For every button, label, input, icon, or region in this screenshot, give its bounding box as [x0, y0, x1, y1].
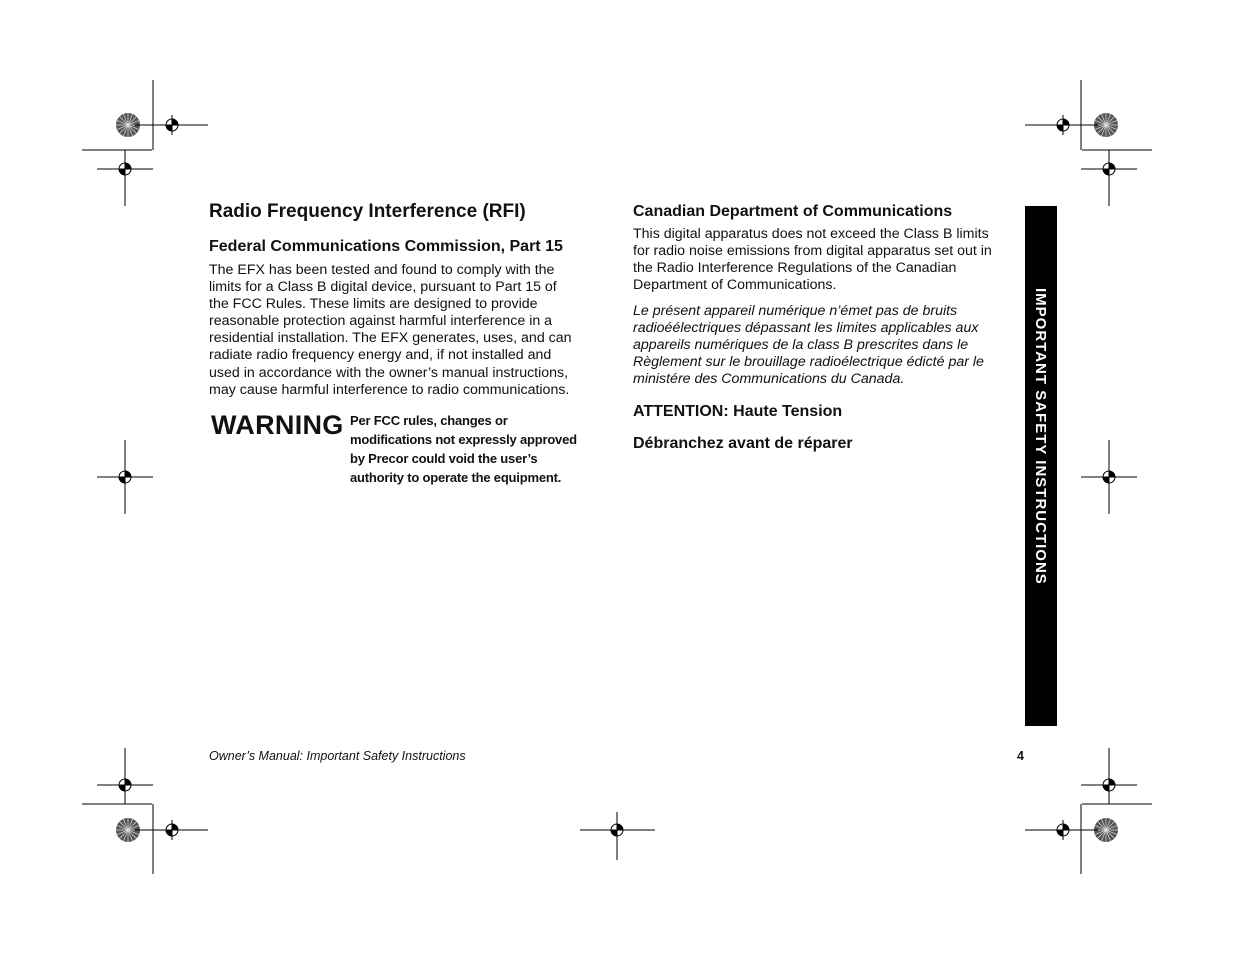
warning-line: modifications not expressly approved — [350, 432, 577, 447]
french-line: Le présent appareil numérique n’émet pas de bruits — [633, 303, 958, 319]
french-line: appareils numériques de la class B prescrites dans le — [633, 337, 969, 354]
french-line: radioéélectriques dépassant les limites applicables aux — [633, 320, 979, 337]
warning-line: authority to operate the equipment. — [350, 470, 562, 485]
side-tab — [1025, 206, 1057, 726]
canada-paragraph — [633, 226, 1018, 294]
debranchez-heading: Débranchez avant de réparer — [633, 435, 853, 452]
canada-line: the Radio Interference Regulations of the Canadian — [633, 260, 957, 277]
fcc-line: The EFX has been tested and found to comply with the — [209, 262, 555, 278]
fcc-line: reasonable protection against harmful interference in a — [209, 313, 553, 330]
canada-line: for radio noise emissions from digital apparatus set out in — [633, 243, 992, 260]
page-number: 4 — [1017, 749, 1024, 763]
fcc-heading: Federal Communications Commission, Part 15 — [209, 238, 563, 255]
warning-line: Per FCC rules, changes or — [350, 413, 508, 428]
fcc-line: the FCC Rules. These limits are designed to provide — [209, 296, 538, 313]
french-line: ministére des Communications du Canada. — [633, 371, 905, 388]
warning-label: WARNING — [211, 410, 344, 440]
french-paragraph — [633, 303, 1018, 388]
warning-line: by Precor could void the user’s — [350, 451, 538, 466]
canada-line: Department of Communications. — [633, 277, 837, 294]
fcc-line: limits for a Class B digital device, pursuant to Part 15 of — [209, 279, 557, 296]
warning-text — [350, 411, 600, 487]
fcc-line: used in accordance with the owner’s manual instructions, — [209, 364, 569, 381]
section-title: Radio Frequency Interference (RFI) — [209, 201, 526, 222]
canada-heading: Canadian Department of Communications — [633, 203, 953, 220]
fcc-line: residential installation. The EFX generates, uses, and can — [209, 330, 572, 347]
side-tab-label: IMPORTANT SAFETY INSTRUCTIONS — [1032, 288, 1049, 585]
canada-line: This digital apparatus does not exceed the Class B limits — [633, 226, 989, 242]
fcc-line: radiate radio frequency energy and, if not installed and — [209, 347, 552, 364]
footer-manual-title: Owner’s Manual: Important Safety Instructions — [209, 749, 466, 763]
attention-heading: ATTENTION: Haute Tension — [633, 403, 843, 420]
french-line: Règlement sur le brouillage radioélectrique édicté par le — [633, 354, 984, 371]
fcc-paragraph — [209, 262, 609, 399]
fcc-line: may cause harmful interference to radio communications. — [209, 381, 570, 398]
